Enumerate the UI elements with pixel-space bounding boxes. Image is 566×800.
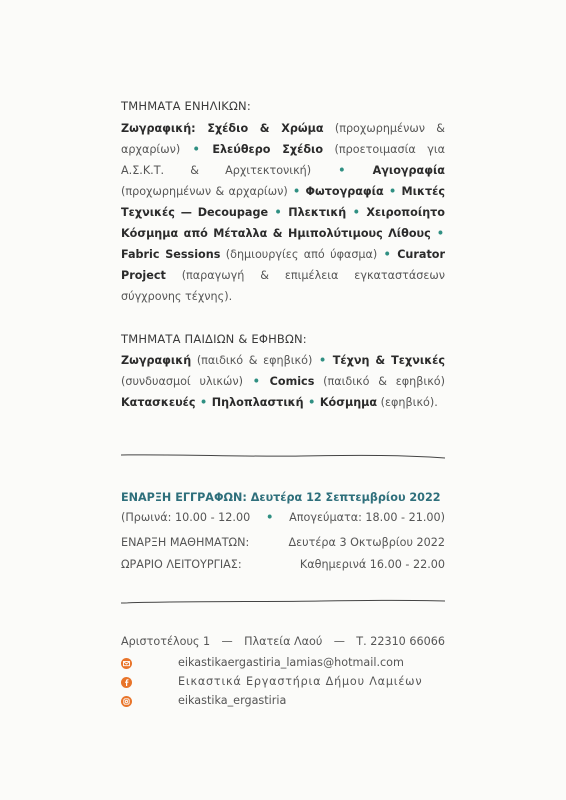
course-note: (προχωρημένων & αρχαρίων) — [121, 122, 446, 156]
kids-course-list — [121, 350, 445, 413]
instagram-handle[interactable]: eikastika_ergastiria — [178, 694, 287, 707]
bullet-separator: • — [389, 185, 397, 198]
bullet-separator: • — [274, 206, 282, 219]
course-curator-project: Curator Project — [121, 248, 446, 282]
opening-hours — [121, 558, 445, 571]
course-note: (δημιουργίες από ύφασμα) — [220, 248, 383, 261]
classes-start-label: ΕΝΑΡΞΗ ΜΑΘΗΜΑΤΩΝ: — [121, 536, 250, 549]
course-note: (παραγωγή & επιμέλεια εγκαταστάσεων σύγχρονης τέχνης). — [121, 269, 445, 303]
course-constructions: Κατασκευές — [121, 396, 196, 409]
bullet-separator: • — [383, 248, 391, 261]
classes-start — [121, 536, 445, 549]
course-note: (προετοιμασία για Α.Σ.Κ.Τ. & Αρχιτεκτονική) — [121, 143, 445, 177]
course-decoupage: Decoupage — [197, 206, 269, 219]
email-row — [121, 656, 445, 672]
course-knitting: Πλεκτική — [288, 206, 347, 219]
course-art-techniques: Τέχνη & Τεχνικές — [332, 354, 446, 367]
address-line — [121, 635, 445, 648]
facebook-row — [121, 675, 445, 691]
opening-hours-label: ΩΡΑΡΙΟ ΛΕΙΤΟΥΡΓΙΑΣ: — [121, 558, 242, 571]
opening-hours-value: Καθημερινά 16.00 - 22.00 — [299, 558, 445, 571]
facebook-page[interactable] — [178, 675, 445, 688]
dash-separator: — — [333, 635, 345, 648]
bullet-separator: • — [192, 143, 200, 156]
facebook-name: Εικαστικά Εργαστήρια Δήμου Λαμιέων — [178, 675, 423, 688]
bullet-separator: • — [352, 206, 360, 219]
kids-heading: ΤΜΗΜΑΤΑ ΠΑΙΔΙΩΝ & ΕΦΗΒΩΝ: — [121, 332, 307, 346]
address: Αριστοτέλους 1 — [121, 635, 211, 648]
square: Πλατεία Λαού — [244, 635, 323, 648]
course-note: (παιδικό & εφηβικό) — [191, 354, 318, 367]
course-iconography: Αγιογραφία — [372, 164, 445, 177]
phone: Τ. 22310 66066 — [356, 635, 445, 648]
bullet-separator: • — [308, 396, 316, 409]
course-photography: Φωτογραφία — [305, 185, 384, 198]
course-painting: Ζωγραφική: Σχέδιο & Χρώμα — [121, 122, 324, 135]
course-kids-painting: Ζωγραφική — [121, 354, 192, 367]
classes-start-value: Δευτέρα 3 Οκτωβρίου 2022 — [288, 536, 445, 549]
course-mixed-techniques: Μικτές Τεχνικές — [121, 185, 445, 219]
course-pottery: Πηλοπλαστική — [211, 396, 304, 409]
bullet-separator: • — [436, 227, 444, 240]
registration-start: ΕΝΑΡΞΗ ΕΓΓΡΑΦΩΝ: Δευτέρα 12 Σεπτεμβρίου 2022 — [121, 491, 441, 504]
instagram-row — [121, 694, 445, 710]
instagram-icon — [121, 696, 132, 707]
bullet-separator: • — [252, 375, 260, 388]
course-fabric-sessions: Fabric Sessions — [121, 248, 221, 261]
bullet-separator: • — [338, 164, 346, 177]
morning-hours: (Πρωινά: 10.00 - 12.00 — [121, 511, 251, 524]
adults-heading: ΤΜΗΜΑΤΑ ΕΝΗΛΙΚΩΝ: — [121, 99, 251, 113]
bullet-separator: • — [293, 185, 301, 198]
dash-separator: — — [221, 635, 233, 648]
email-link[interactable]: eikastikaergastiria_lamias@hotmail.com — [178, 656, 404, 669]
adults-course-list — [121, 118, 445, 307]
dash-separator: — — [174, 206, 198, 219]
course-free-drawing: Ελεύθερο Σχέδιο — [212, 143, 324, 156]
bullet-separator: • — [319, 354, 327, 367]
registration-hours — [121, 511, 445, 524]
course-note: (παιδικό & εφηβικό) — [314, 375, 445, 388]
course-kids-jewelry: Κόσμημα — [319, 396, 378, 409]
facebook-icon — [121, 677, 132, 688]
course-note: (εφηβικό). — [377, 396, 438, 409]
course-comics: Comics — [269, 375, 315, 388]
afternoon-hours: Απογεύματα: 18.00 - 21.00) — [289, 511, 445, 524]
course-note: (προχωρημένων & αρχαρίων) — [121, 185, 293, 198]
course-note: (συνδυασμοί υλικών) — [121, 375, 252, 388]
bullet-separator: • — [200, 396, 208, 409]
divider-top — [121, 450, 445, 462]
divider-bottom — [121, 596, 445, 608]
course-jewelry: Χειροποίητο Κόσμημα από Μέταλλα & Ημιπολύτιμους Λίθους — [121, 206, 445, 240]
email-icon — [121, 658, 132, 669]
bullet-separator: • — [266, 511, 274, 524]
